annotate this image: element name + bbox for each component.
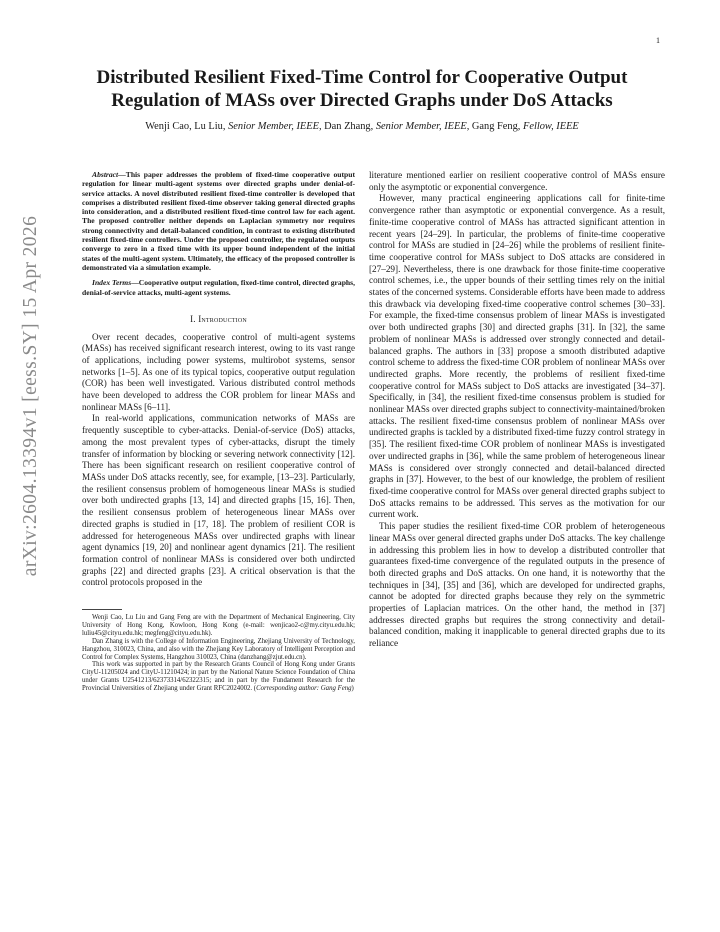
arxiv-sidebar: [16, 146, 46, 646]
right-paragraph-3: This paper studies the resilient fixed-time COR problem of heterogeneous linear MASs over general directed graphs under DoS attacks. The key challenge in addressing this problem lies in how to develop a distributed controller that guarantees fixed-time convergence of the regulated outputs in the presence of both directed graphs and DoS attacks. On one hand, it is noteworthy that the techniques in [34], [35] and [36], which are developed for undirected graphs, cannot be adopted for directed graphs because they rely on the symmetric properties of Laplacian matrices. On the other hand, the method in [37] addresses directed graphs but requires the strong connectivity and detail-balanced condition, making it inapplicable to general directed graphs due to its reliance: [369, 521, 665, 649]
footnote-affiliation-2: Dan Zhang is with the College of Information Engineering, Zhejiang University of Technology, Hangzhou, 310023, China, and also with the Zhejiang Key Laboratory of Intelligent Perception and Control for Complex Systems, Hangzhou 310023, China (danzhang@zjut.edu.cn).: [82, 637, 355, 661]
author-1-role: Senior Member, IEEE,: [228, 121, 322, 132]
arxiv-identifier: arXiv:2604.13394v1 [eess.SY] 15 Apr 2026: [20, 215, 41, 577]
right-paragraph-1: literature mentioned earlier on resilient cooperative control of MASs ensure only the asymptotic or exponential convergence.: [369, 170, 665, 192]
section-heading-introduction: [82, 314, 355, 326]
author-2: Dan Zhang,: [321, 121, 376, 132]
intro-paragraph-2: In real-world applications, communication networks of MASs are frequently susceptible to cyber-attacks. Denial-of-service (DoS) attacks, among the most prevalent types of cyber-attacks, disrupt the timely transfer of information by blocking or severing network connectivity [12]. There has been significant research on resilient cooperative control of MASs under DoS attacks recently, see, for example, [13–23]. Particularly, the resilient consensus problem of homogeneous linear MASs is studied over both undirected graphs [13, 14] and directed graphs [15, 16]. Then, the resilient consensus problem of heterogeneous linear MASs over directed graphs is studied in [17, 18]. The problem of resilient COR is addressed for heterogeneous MASs over undirected graphs with linear agent dynamics [19, 20] and nonlinear agent dynamics [21]. The resilient formation control of nonlinear MASs is considered over both undircted graphs [22] and directed graphs [23]. A critical observation is that the control protocols proposed in the: [82, 413, 355, 588]
author-1: Wenji Cao, Lu Liu,: [145, 121, 229, 132]
footnote-funding-text: This work was supported in part by the Research Grants Council of Hong Kong under Grants CityU-11205024 and CityU-11210424; in part by the National Nature Science Foundation of China under Grants U2541213/62373314/62322315; and in part by the Fundament Research for the Provincial Universities of Zhejiang under Grant RFC2024002. (: [82, 661, 355, 693]
footnote-close: ): [351, 685, 354, 693]
abstract-label: Abstract: [92, 170, 119, 179]
section-numeral: I.: [190, 313, 199, 324]
paper-title: Distributed Resilient Fixed-Time Control for Cooperative Output Regulation of MASs over Directed Graphs under DoS Attacks: [96, 67, 628, 111]
section-title: Introduction: [198, 313, 247, 324]
footnote-affiliation-1: Wenji Cao, Lu Liu and Gang Feng are with the Department of Mechanical Engineering, City University of Hong Kong, Kowloon, Hong Kong (e-mail: wenjicao2-c@my.cityu.edu.hk; luliu45@cityu.edu.hk; megfeng@cityu.edu.hk).: [82, 614, 355, 637]
right-paragraph-2: However, many practical engineering applications call for finite-time convergence rather than asymptotic or exponential convergence. As a result, finite-time cooperative control of MASs has attracted significant attention in recent years [24–29]. In particular, the problems of finite-time cooperative control for MASs are studied in [24–26] while the problems of resilient finite-time cooperative control for MASs subject to DoS attacks are considered in [27–29]. Nevertheless, there is one drawback for those finite-time cooperative control schemes, i.e., the upper bounds of their settling times rely on the initial states of the concerned systems. Considerable efforts have been made to address this drawback via developing fixed-time cooperative control schemes [30–33]. For example, the fixed-time consensus problem of linear MASs is investigated over both undirected graphs [30] and directed graphs [31]. In [32], the same problem of nonlinear MASs is addressed over strongly connected and detail-balanced graphs. The authors in [33] propose a smooth distributed adaptive control scheme to address the fixed-time COR problem of nonlinear MASs over undirected graphs. More recently, the problems of resilient fixed-time cooperative control for MASs subject to DoS attacks are investigated [34–37]. Specifically, in [34], the resilient fixed-time consensus problem is studied for nonlinear MASs over directed graphs subject to connectivity-maintained/broken attacks. The resilient fixed-time consensus problem of nonlinear MASs over undirected graphs is tackled by a distributed fixed-time fuzzy control strategy in [35]. The resilient fixed-time COR problem of nonlinear MASs is investigated over undirected graphs in [36], while the same problem of heterogeneous linear MASs is considered over strongly connected and detail-balanced directed graphs in [37]. However, to the best of our knowledge, the problem of resilient fixed-time cooperative control for MASs over general directed graphs subject to DoS attacks remains to be addressed. This serves as the motivation for our current work.: [369, 193, 665, 520]
footnote-corresponding-author: Corresponding author: Gang Feng: [256, 685, 352, 693]
left-column: [82, 170, 355, 693]
intro-paragraph-1: Over recent decades, cooperative control of multi-agent systems (MASs) has received significant research interest, owing to its vast range of applications, including power systems, multirobot systems, sensor networks [1–5]. As one of its typical topics, cooperative output regulation (COR) has been well investigated. Various distributed control methods have been developed to address the COR problem for linear MASs and nonlinear MASs [6–11].: [82, 331, 355, 412]
abstract: [82, 170, 355, 272]
author-3-role: Fellow, IEEE: [523, 121, 579, 132]
page-number: 1: [656, 36, 660, 45]
author-2-role: Senior Member, IEEE,: [375, 121, 470, 132]
index-terms-text: —Cooperative output regulation, fixed-time control, directed graphs, denial-of-service attacks, multi-agent systems.: [82, 278, 355, 297]
author-3: Gang Feng,: [469, 121, 523, 132]
author-list: [60, 121, 664, 132]
footnote-funding: [82, 661, 355, 693]
footnote-rule: [82, 609, 122, 610]
index-terms-label: Index Terms: [92, 278, 132, 288]
abstract-text: —This paper addresses the problem of fixed-time cooperative output regulation for linear multi-agent systems over directed graphs under denial-of-service attacks. A novel distributed resilient fixed-time controller is developed that comprises a distributed resilient fixed-time observer taking general directed graphs into consideration, and a distributed resilient fixed-time control law for each agent. The proposed controller neither depends on Laplacian symmetry nor requires strong connectivity and detail-balanced condition, in contrast to existing distributed resilient fixed-time controllers. Under the proposed controller, the regulated outputs converge to zero in a fixed time with its upper bound independent of the initial states of the multi-agent system. Ultimately, the efficacy of the proposed controller is demonstrated via a simulation example.: [82, 170, 355, 272]
right-column: [369, 170, 665, 650]
index-terms: [82, 278, 355, 297]
